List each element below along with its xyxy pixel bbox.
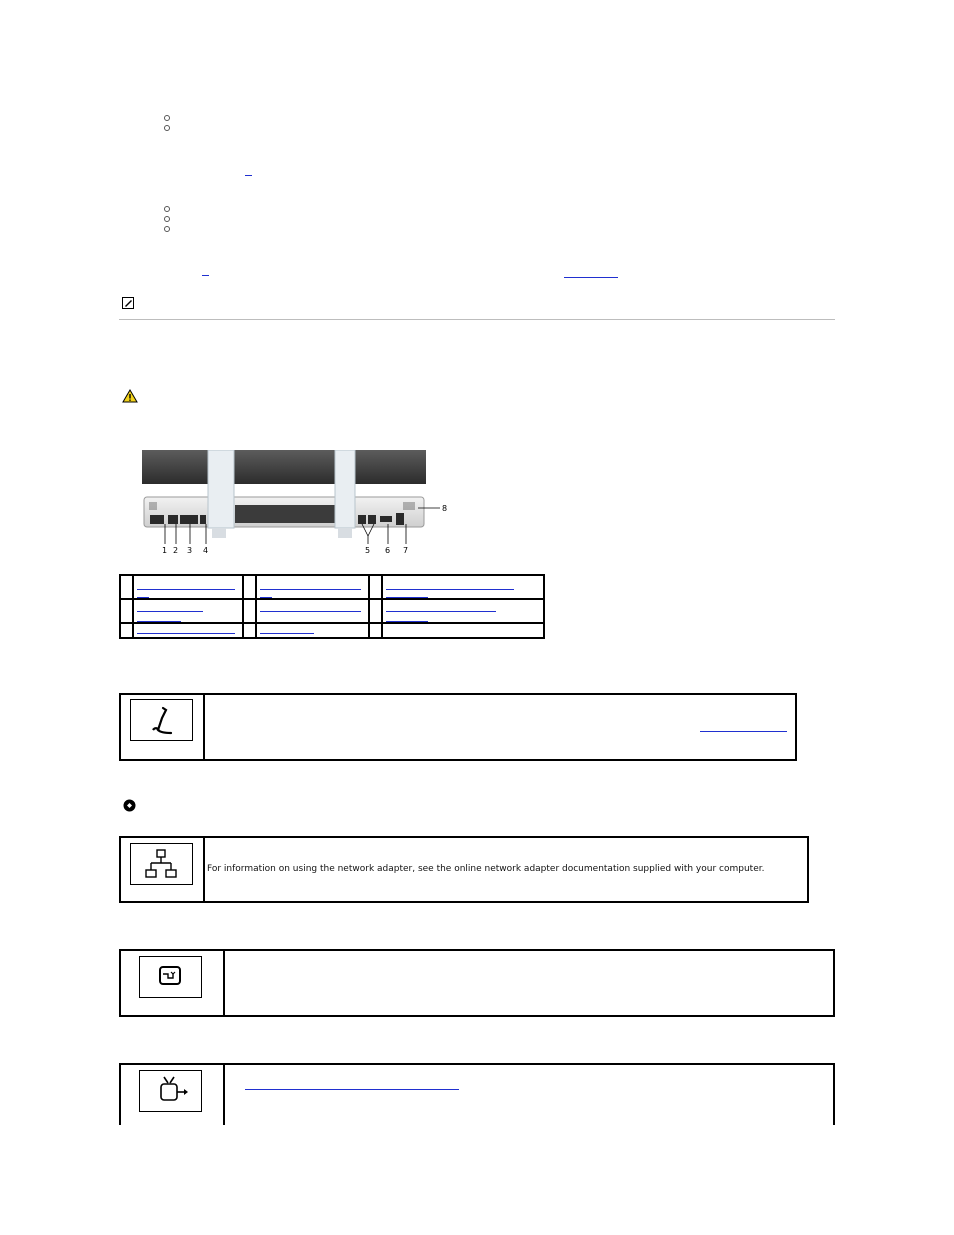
notice-circle-icon <box>123 799 136 812</box>
list-bullet <box>164 216 170 222</box>
connector-link[interactable] <box>260 633 314 634</box>
list-bullet <box>164 226 170 232</box>
connector-link[interactable] <box>137 597 149 598</box>
callout-5: 5 <box>365 546 371 555</box>
pencil-note-icon <box>122 297 134 309</box>
list-bullet <box>164 115 170 121</box>
list-bullet <box>164 125 170 131</box>
connector-link[interactable] <box>137 589 235 590</box>
connector-legend-table <box>119 574 545 639</box>
cross-reference-link[interactable] <box>564 277 618 278</box>
connector-link[interactable] <box>386 597 428 598</box>
list-bullet <box>164 206 170 212</box>
footnote-link[interactable] <box>245 175 252 176</box>
modem-info-link[interactable] <box>700 731 787 732</box>
tv-out-info-link[interactable] <box>245 1089 459 1090</box>
connector-link[interactable] <box>260 597 272 598</box>
video-connector-box <box>119 949 835 1017</box>
telephone-handset-icon <box>131 700 192 740</box>
callout-4: 4 <box>203 546 209 555</box>
footnote-link[interactable] <box>202 275 209 276</box>
network-adapter-description: For information on using the network adapter, see the online network adapter documentation supplied with your computer. <box>207 864 765 874</box>
callout-2: 2 <box>173 546 179 555</box>
connector-link[interactable] <box>137 611 203 612</box>
connector-link[interactable] <box>386 611 496 612</box>
callout-6: 6 <box>385 546 391 555</box>
table-row <box>120 599 544 623</box>
callout-8: 8 <box>442 504 448 513</box>
network-adapter-box <box>119 836 809 903</box>
modem-connector-box <box>119 693 797 761</box>
callout-3: 3 <box>187 546 193 555</box>
connector-link[interactable] <box>137 633 235 634</box>
connector-link[interactable] <box>386 589 514 590</box>
computer-back-view-image <box>140 450 450 560</box>
connector-link[interactable] <box>386 621 428 622</box>
tv-out-connector-box <box>119 1063 835 1125</box>
tv-out-icon <box>140 1071 201 1111</box>
callout-1: 1 <box>162 546 168 555</box>
callout-7: 7 <box>403 546 409 555</box>
section-divider <box>119 319 835 320</box>
warning-triangle-icon <box>122 389 138 403</box>
video-connector-icon <box>140 957 201 997</box>
table-row <box>120 623 544 638</box>
network-icon <box>131 844 192 884</box>
connector-link[interactable] <box>137 621 181 622</box>
connector-link[interactable] <box>260 611 361 612</box>
table-row <box>120 575 544 599</box>
connector-link[interactable] <box>260 589 361 590</box>
